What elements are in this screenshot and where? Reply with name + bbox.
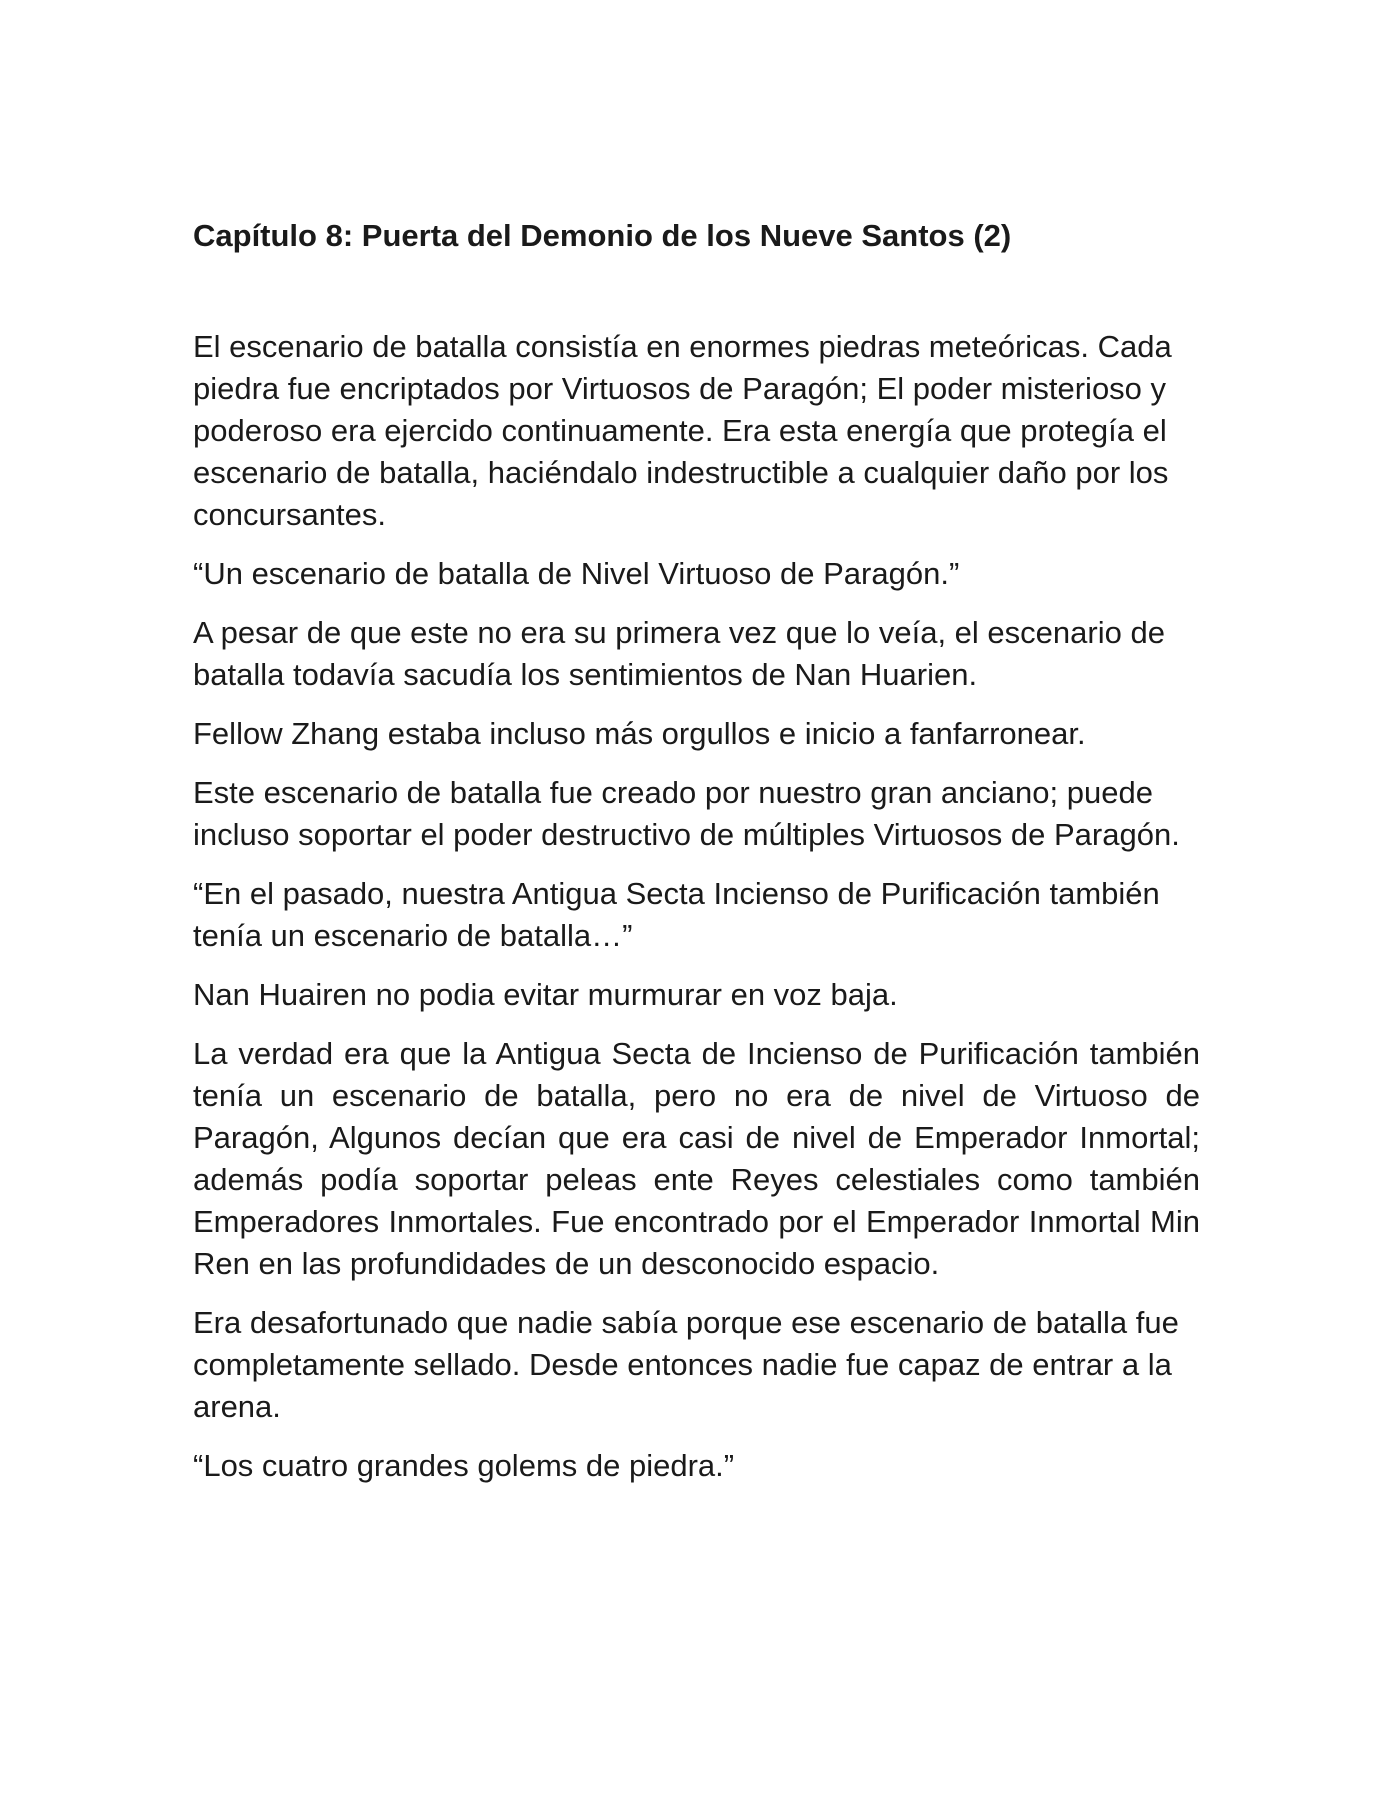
paragraph-7: Nan Huairen no podia evitar murmurar en voz baja. <box>193 977 898 1012</box>
paragraph-1: El escenario de batalla consistía en enormes piedras meteóricas. Cada piedra fue encriptados por Virtuosos de Paragón; El poder misterioso y poderoso era ejercido continuamente. Era esta energía que protegía el escenario de batalla, haciéndalo indestructible a cualquier daño por los concursantes. <box>193 329 1172 532</box>
paragraph-3: A pesar de que este no era su primera vez que lo veía, el escenario de batalla todavía sacudía los sentimientos de Nan Huarien. <box>193 615 1165 692</box>
paragraph-2: “Un escenario de batalla de Nivel Virtuoso de Paragón.” <box>193 556 960 591</box>
paragraph-5: Este escenario de batalla fue creado por nuestro gran anciano; puede incluso soportar el poder destructivo de múltiples Virtuosos de Paragón. <box>193 775 1180 852</box>
document-body <box>193 216 1200 1504</box>
paragraph-6: “En el pasado, nuestra Antigua Secta Incienso de Purificación también tenía un escenario de batalla…” <box>193 876 1160 953</box>
paragraph-9: Era desafortunado que nadie sabía porque ese escenario de batalla fue completamente sellado. Desde entonces nadie fue capaz de entrar a la arena. <box>193 1305 1179 1424</box>
chapter-title: Capítulo 8: Puerta del Demonio de los Nueve Santos (2) <box>193 218 1012 253</box>
paragraph-4: Fellow Zhang estaba incluso más orgullos e inicio a fanfarronear. <box>193 716 1086 751</box>
paragraph-10: “Los cuatro grandes golems de piedra.” <box>193 1448 735 1483</box>
paragraph-8: La verdad era que la Antigua Secta de Incienso de Purificación también tenía un escenario de batalla, pero no era de nivel de Virtuoso de Paragón, Algunos decían que era casi de nivel de Emperador Inmortal; además podía soportar peleas ente Reyes celestiales como también Emperadores Inmortales. Fue encontrado por el Emperador Inmortal Min Ren en las profundidades de un desconocido espacio. <box>193 1036 1200 1281</box>
